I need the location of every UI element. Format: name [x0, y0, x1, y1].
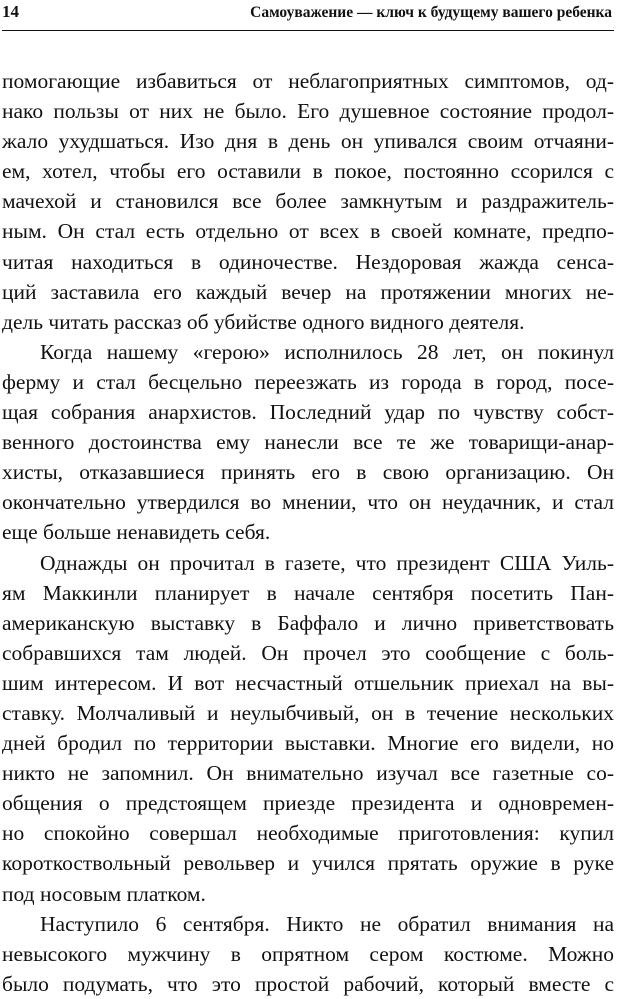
- text-line: жало ухудшаться. Изо дня в день он упивался своим отчаяни-: [2, 129, 614, 154]
- text-line: собравшихся там людей. Он прочел это сообщение с боль-: [2, 640, 614, 665]
- text-line: никто не запомнил. Он внимательно изучал все газетные со-: [2, 761, 614, 786]
- text-line: общения о предстоящем приезде президента и одновремен-: [2, 791, 614, 816]
- text-line: мачехой и становился все более замкнутым и раздражитель-: [2, 189, 614, 214]
- text-line: было подумать, что это простой рабочий, который вместе с: [2, 971, 614, 996]
- text-line: ем, хотел, чтобы его оставили в покое, постоянно ссорился с: [2, 159, 614, 184]
- text-line: ным. Он стал есть отдельно от всех в своей комнате, предпо-: [2, 219, 614, 244]
- text-line: Наступило 6 сентября. Никто не обратил внимания на: [40, 911, 614, 936]
- paragraph: [2, 66, 614, 337]
- text-line: помогающие избавиться от неблагоприятных симптомов, од-: [2, 69, 614, 93]
- page-number: 14: [2, 2, 19, 21]
- text-line: ций заставила его каждый вечер на протяжении многих не-: [2, 279, 614, 304]
- text-line: Однажды он прочитал в газете, что президент США Уиль-: [40, 550, 614, 575]
- text-line: ям Маккинли планирует в начале сентября посетить Пан-: [2, 580, 614, 605]
- text-line: читая находиться в одиночестве. Нездоровая жажда сенса-: [2, 249, 614, 274]
- text-line: под носовым платком.: [2, 881, 206, 906]
- text-line: ферму и стал бесцельно переезжать из города в город, посе-: [2, 369, 614, 394]
- text-line: шим интересом. И вот несчастный отшельник приехал на вы-: [2, 670, 614, 695]
- text-line: короткоствольный револьвер и учился прятать оружие в руке: [2, 851, 614, 876]
- running-title: Самоуважение — ключ к будущему вашего ребенка: [250, 4, 612, 21]
- text-line: окончательно утвердился во мнении, что он неудачник, и стал: [2, 490, 614, 515]
- text-line: Когда нашему «герою» исполнилось 28 лет, он покинул: [40, 339, 614, 364]
- text-line: венного достоинства ему нанесли все те же товарищи-анар-: [2, 430, 614, 455]
- text-line: дель читать рассказ об убийстве одного видного деятеля.: [2, 309, 525, 334]
- text-line: но спокойно совершал необходимые приготовления: купил: [2, 821, 614, 846]
- text-line: невысокого мужчину в опрятном сером костюме. Можно: [2, 941, 614, 966]
- page-header: [2, 0, 614, 31]
- body-text: [2, 66, 614, 999]
- text-line: дней бродил по территории выставки. Многие его видели, но: [2, 731, 614, 756]
- text-line: хисты, отказавшиеся принять его в свою организацию. Он: [2, 460, 614, 485]
- text-line: щая собрания анархистов. Последний удар по чувству собст-: [2, 400, 614, 425]
- paragraph: [2, 337, 614, 548]
- text-line: американскую выставку в Баффало и лично приветствовать: [2, 610, 614, 635]
- text-line: еще больше ненавидеть себя.: [2, 520, 271, 545]
- text-line: нако пользы от них не было. Его душевное состояние продол-: [2, 99, 614, 124]
- paragraph: [2, 548, 614, 909]
- paragraph: [2, 909, 614, 999]
- text-line: ставку. Молчаливый и неулыбчивый, он в течение нескольких: [2, 700, 614, 725]
